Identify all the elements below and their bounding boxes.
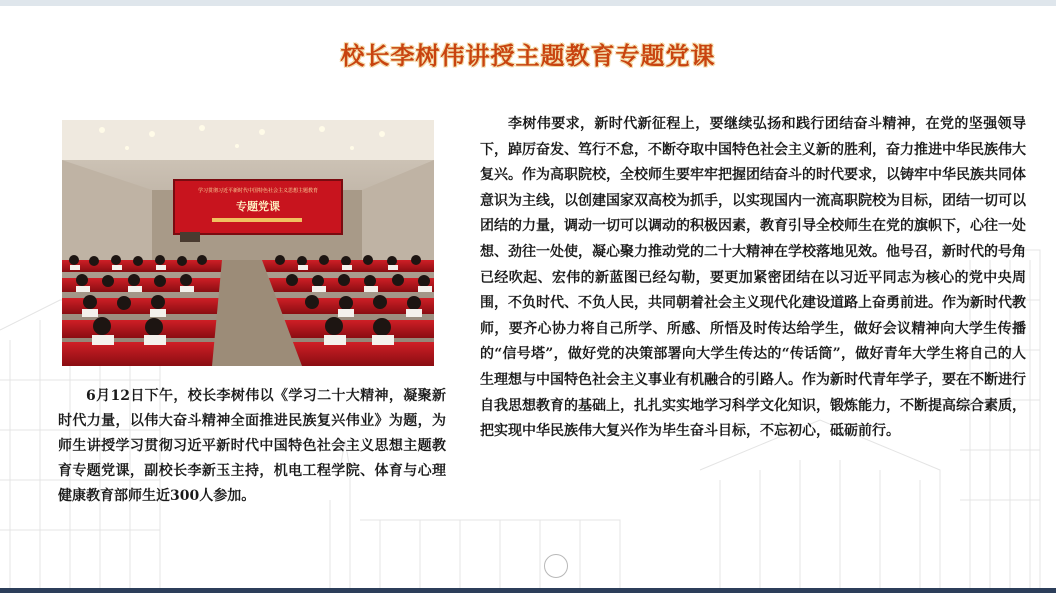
school-seal-watermark — [544, 554, 568, 578]
banner-subtitle-text: 学习贯彻习近平新时代中国特色社会主义思想主题教育 — [197, 188, 319, 194]
top-decoration-bar — [0, 0, 1056, 6]
page-title: 校长李树伟讲授主题教育专题党课 — [340, 42, 716, 70]
speech-content-paragraph: 李树伟要求，新时代新征程上，要继续弘扬和践行团结奋斗精神，在党的坚强领导下，踔厉奋发、笃行不怠，不断夺取中国特色社会主义新的胜利，奋力推进中华民族伟大复兴。作为高职院校，全校师生要牢牢把握团结奋斗的时代要求，以铸牢中华民族共同体意识为主线，以创建国家双高校为抓手，以实现国内一流高职院校为目标，团结一切可以团结的力量，调动一切可以调动的积极因素，教育引导全校师生在党的旗帜下，心往一处想、劲往一处使，凝心聚力推动党的二十大精神在学校落地见效。他号召，新时代的号角已经吹起、宏伟的新蓝图已经勾勒，要更加紧密团结在以习近平同志为核心的党中央周围，不负时代、不负人民，共同朝着社会主义现代化建设道路上奋勇前进。作为新时代教师，要齐心协力将自己所学、所感、所悟及时传达给学生，做好会议精神向大学生传播的“信号塔”，做好党的决策部署向大学生传达的“传话筒”，做好青年大学生将自己的人生理想与中国特色社会主义事业有机融合的引路人。作为新时代青年学子，要在不断进行自我思想教育的基础上，扎扎实实地学习科学文化知识，锻炼能力，不断提高综合素质，把实现中华民族伟大复兴作为毕生奋斗目标，不忘初心，砥砺前行。 — [480, 116, 1026, 440]
banner-heading-text: 专题党课 — [236, 200, 280, 213]
bottom-decoration-bar — [0, 588, 1056, 593]
lecture-hall-photo — [62, 120, 434, 366]
event-summary-paragraph: 6月12日下午，校长李树伟以《学习二十大精神，凝聚新时代力量，以伟大奋斗精神全面推进民族复兴伟业》为题，为师生讲授学习贯彻习近平新时代中国特色社会主义思想主题教育专题党课，副校长李新玉主持，机电工程学院、体育与心理健康教育部师生近300人参加。 — [58, 388, 446, 504]
